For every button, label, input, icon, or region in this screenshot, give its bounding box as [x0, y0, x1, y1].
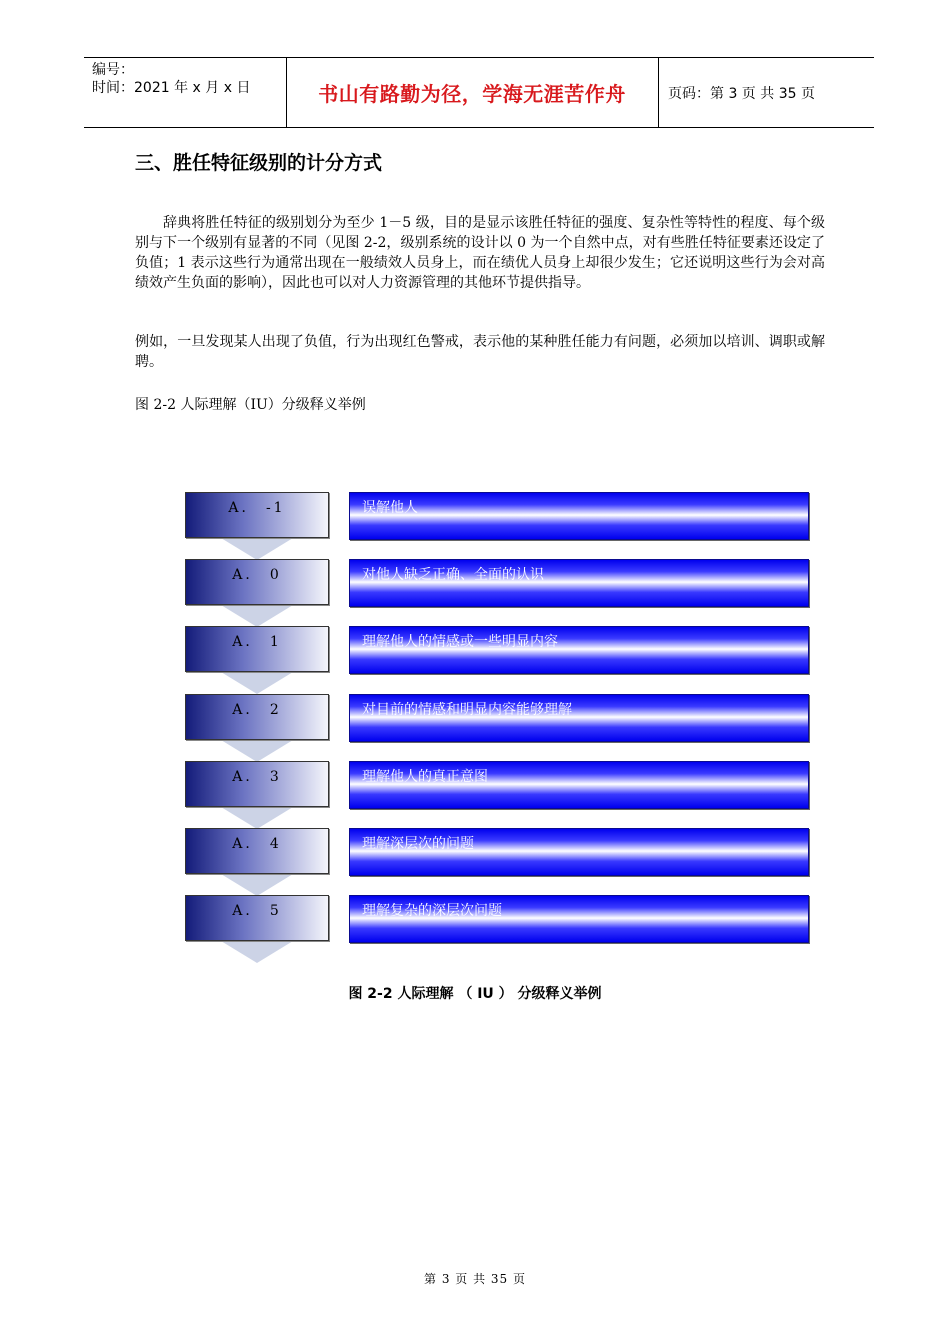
level-description: 对他人缺乏正确、全面的认识: [349, 559, 809, 607]
level-description: 对目前的情感和明显内容能够理解: [349, 694, 809, 742]
page-header: [84, 57, 874, 128]
down-arrow-icon: [221, 672, 293, 694]
down-arrow-icon: [221, 874, 293, 896]
time-label: 时间：2021 年 x 月 x 日: [92, 80, 251, 96]
level-description: 误解他人: [349, 492, 809, 540]
level-diagram: [185, 492, 811, 967]
down-arrow-icon: [221, 538, 293, 560]
header-meta: [92, 61, 250, 97]
level-box: A． 4: [185, 828, 329, 874]
level-description: 理解他人的真正意图: [349, 761, 809, 809]
level-box: A． 3: [185, 761, 329, 807]
down-arrow-icon: [221, 740, 293, 762]
header-motto: 书山有路勤为径，学海无涯苦作舟: [318, 82, 626, 106]
down-arrow-icon: [221, 941, 293, 963]
body-paragraph: 例如，一旦发现某人出现了负值，行为出现红色警戒，表示他的某种胜任能力有问题，必须加以培训、调职或解聘。: [135, 334, 825, 370]
figure-label: 图 2-2 人际理解（IU）分级释义举例: [135, 397, 366, 413]
level-box: A． 1: [185, 626, 329, 672]
level-box: A． -1: [185, 492, 329, 538]
down-arrow-icon: [221, 605, 293, 627]
down-arrow-icon: [221, 807, 293, 829]
section-title: 三、胜任特征级别的计分方式: [135, 152, 383, 174]
header-divider: [658, 58, 659, 127]
level-description: 理解深层次的问题: [349, 828, 809, 876]
level-box: A． 0: [185, 559, 329, 605]
body-paragraph: 辞典将胜任特征的级别划分为至少 1－5 级，目的是显示该胜任特征的强度、复杂性等特性的程度、每个级别与下一个级别有显著的不同（见图 2-2，级别系统的设计以 0 为一个自然中点，对有些胜任特征要素还设定了负值；1 表示这些行为通常出现在一般绩效人员身上，而在绩优人员身上却很少发生；它还说明这些行为会对高绩效产生负面的影响），因此也可以对人力资源管理的其他环节提供指导。: [135, 215, 825, 291]
page-footer: 第 3 页 共 35 页: [424, 1272, 526, 1286]
figure-caption: 图 2-2 人际理解 （ IU ） 分级释义举例: [348, 986, 602, 1002]
level-box: A． 2: [185, 694, 329, 740]
level-description: 理解复杂的深层次问题: [349, 895, 809, 943]
header-page-number: 页码：第 3 页 共 35 页: [668, 85, 815, 102]
number-label: 编号：: [92, 62, 134, 78]
level-description: 理解他人的情感或一些明显内容: [349, 626, 809, 674]
level-box: A． 5: [185, 895, 329, 941]
